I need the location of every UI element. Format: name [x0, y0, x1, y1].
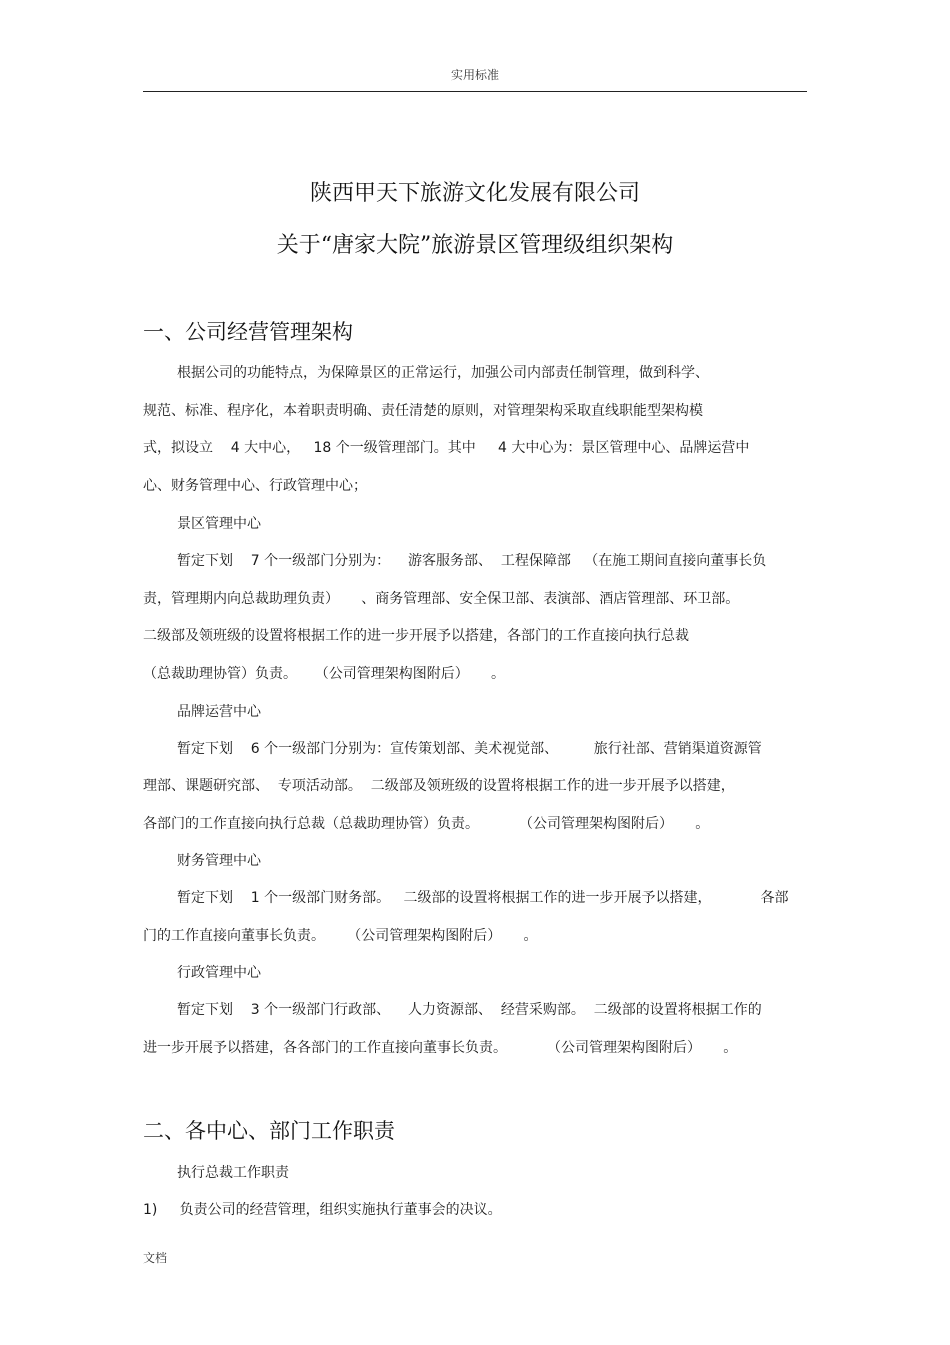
paragraph-line: 理部、课题研究部、 专项活动部。 二级部及领班级的设置将根据工作的进一步开展予以搭建，: [143, 778, 735, 794]
section-1-heading: 一、公司经营管理架构: [143, 320, 353, 344]
paragraph-line: 规范、标准、程序化，本着职责明确、责任清楚的原则，对管理架构采取直线职能型架构模: [143, 403, 703, 419]
document-title-line-2: 关于“唐家大院”旅游景区管理级组织架构: [276, 233, 674, 258]
paragraph-line: 暂定下划 6 个一级部门分别为：宣传策划部、美术视觉部、 旅行社部、营销渠道资源管: [177, 741, 762, 757]
paragraph-line: 门的工作直接向董事长负责。 （公司管理架构图附后） 。: [143, 928, 538, 944]
paragraph-line: 各部门的工作直接向执行总裁（总裁助理协管）负责。 （公司管理架构图附后） 。: [143, 816, 710, 832]
paragraph-line: 式，拟设立 4 大中心， 18 个一级管理部门。其中 4 大中心为：景区管理中心、品牌运营中: [143, 440, 750, 456]
paragraph-line: 心、财务管理中心、行政管理中心；: [143, 478, 367, 494]
paragraph-line: 暂定下划 3 个一级部门行政部、 人力资源部、 经营采购部。 二级部的设置将根据工作的: [177, 1002, 762, 1018]
paragraph-line: 暂定下划 7 个一级部门分别为： 游客服务部、 工程保障部 （在施工期间直接向董事长负: [177, 553, 767, 569]
center-heading-admin: 行政管理中心: [177, 965, 261, 981]
list-item: 1) 负责公司的经营管理，组织实施执行董事会的决议。: [143, 1202, 502, 1218]
paragraph-line: 根据公司的功能特点，为保障景区的正常运行，加强公司内部责任制管理，做到科学、: [177, 365, 709, 381]
paragraph-line: 责，管理期内向总裁助理负责） 、商务管理部、安全保卫部、表演部、酒店管理部、环卫部。: [143, 591, 740, 607]
page-footer: 文档: [143, 1251, 168, 1265]
center-heading-brand: 品牌运营中心: [177, 704, 261, 720]
paragraph-line: （总裁助理协管）负责。 （公司管理架构图附后） 。: [143, 666, 506, 682]
center-heading-finance: 财务管理中心: [177, 853, 261, 869]
header-divider: [143, 91, 807, 92]
document-title-line-1: 陕西甲天下旅游文化发展有限公司: [309, 181, 640, 206]
section-2-heading: 二、各中心、部门工作职责: [143, 1119, 395, 1143]
paragraph-line: 暂定下划 1 个一级部门财务部。 二级部的设置将根据工作的进一步开展予以搭建， 各部: [177, 890, 789, 906]
center-heading-scenic: 景区管理中心: [177, 516, 261, 532]
paragraph-line: 二级部及领班级的设置将根据工作的进一步开展予以搭建，各部门的工作直接向执行总裁: [143, 628, 689, 644]
paragraph-line: 进一步开展予以搭建，各各部门的工作直接向董事长负责。 （公司管理架构图附后） 。: [143, 1040, 738, 1056]
subsection-heading: 执行总裁工作职责: [177, 1165, 289, 1181]
page-header: 实用标准: [450, 68, 499, 82]
